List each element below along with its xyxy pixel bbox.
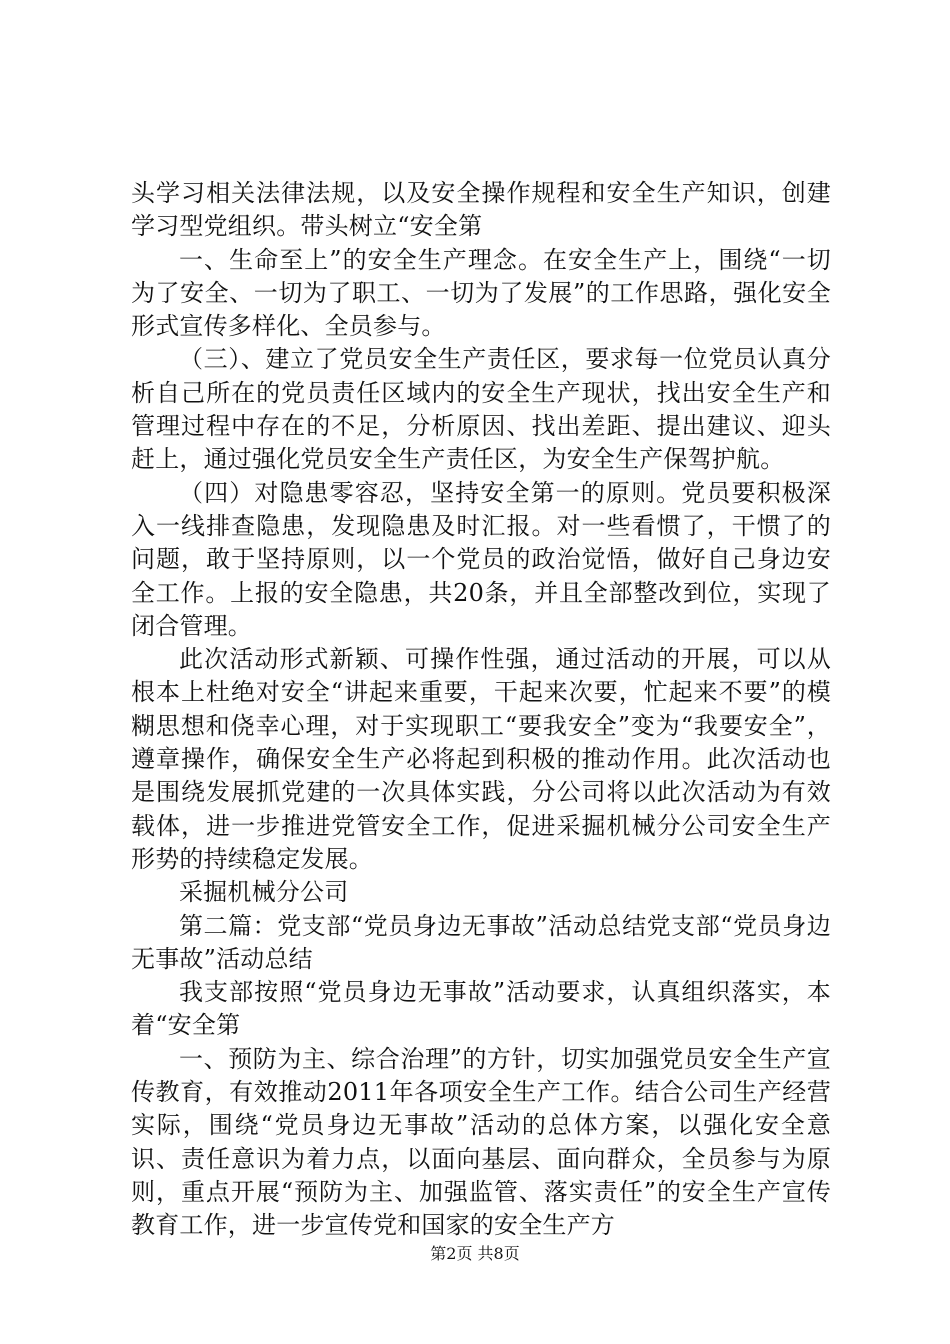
paragraph: （三）、建立了党员安全生产责任区，要求每一位党员认真分析自己所在的党员责任区域内的安全生产现状，找出安全生产和管理过程中存在的不足，分析原因、找出差距、提出建议、迎头赶上，通过强化党员安全生产责任区，为安全生产保驾护航。 [131,345,831,474]
paragraph: 一、生命至上”的安全生产理念。在安全生产上，围绕“一切为了安全、一切为了职工、一切为了发展”的工作思路，强化安全形式宣传多样化、全员参与。 [131,245,831,341]
section-heading: 第二篇：党支部“党员身边无事故”活动总结党支部“党员身边无事故”活动总结 [131,911,831,973]
paragraph: 此次活动形式新颖、可操作性强，通过活动的开展，可以从根本上杜绝对安全“讲起来重要，干起来次要，忙起来不要”的模糊思想和侥幸心理，对于实现职工“要我安全”变为“我要安全”，遵章操作，确保安全生产必将起到积极的推动作用。此次活动也是围绕发展抓党建的一次具体实践，分公司将以此次活动为有效载体，进一步推进党管安全工作，促进采掘机械分公司安全生产形势的持续稳定发展。 [131,645,831,873]
paragraph: （四）对隐患零容忍，坚持安全第一的原则。党员要积极深入一线排查隐患，发现隐患及时汇报。对一些看惯了，干惯了的问题，敢于坚持原则，以一个党员的政治觉悟，做好自己身边安全工作。上报的安全隐患，共20条，并且全部整改到位，实现了闭合管理。 [131,478,831,640]
paragraph: 我支部按照“党员身边无事故”活动要求，认真组织落实，本着“安全第 [131,978,831,1040]
signature-line: 采掘机械分公司 [179,878,349,907]
document-body [131,177,831,1243]
page-number-footer: 第2页 共8页 [430,1244,520,1263]
paragraph: 头学习相关法律法规，以及安全操作规程和安全生产知识，创建学习型党组织。带头树立“安全第 [131,179,831,241]
paragraph: 一、预防为主、综合治理”的方针，切实加强党员安全生产宣传教育，有效推动2011年各项安全生产工作。结合公司生产经营实际，围绕“党员身边无事故”活动的总体方案，以强化安全意识、责任意识为着力点，以面向基层、面向群众，全员参与为原则，重点开展“预防为主、加强监管、落实责任”的安全生产宣传教育工作，进一步宣传党和国家的安全生产方 [131,1044,831,1240]
